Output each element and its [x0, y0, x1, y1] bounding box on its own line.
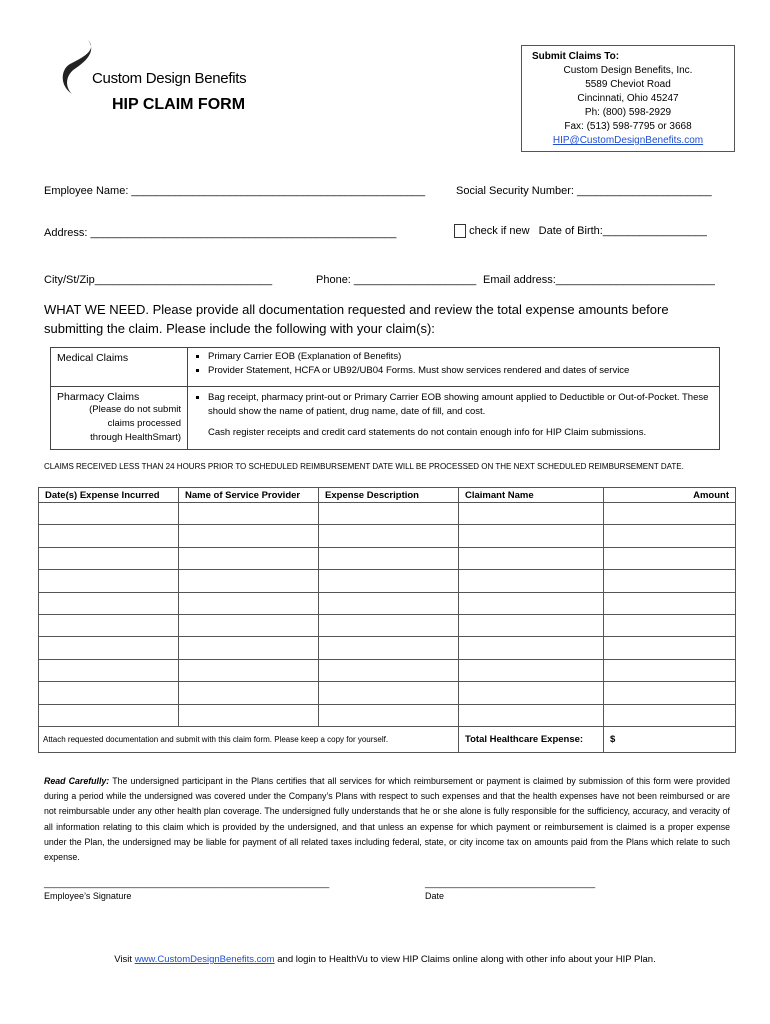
provider-cell[interactable]	[179, 525, 319, 547]
visit-pre: Visit	[114, 954, 135, 965]
attach-note: Attach requested documentation and submit with this claim form. Please keep a copy for yourself.	[39, 726, 459, 752]
description-cell[interactable]	[319, 682, 459, 704]
table-row	[39, 503, 736, 525]
date-cell[interactable]	[39, 547, 179, 569]
submit-email-link[interactable]: HIP@CustomDesignBenefits.com	[552, 135, 704, 146]
date-cell[interactable]	[39, 592, 179, 614]
submit-line: Ph: (800) 598-2929	[584, 107, 672, 118]
list-item: ▪ Provider Statement, HCFA or UB92/UB04 Forms. Must show services rendered and dates of service	[208, 364, 713, 378]
expense-footer-row	[39, 726, 736, 752]
visit-post: and login to HealthVu to view HIP Claims online along with other info about your HIP Plan.	[274, 954, 656, 965]
description-cell[interactable]	[319, 547, 459, 569]
amount-cell[interactable]	[604, 570, 736, 592]
form-title: HIP CLAIM FORM	[112, 96, 246, 113]
header-description: Expense Description	[319, 488, 459, 503]
provider-cell[interactable]	[179, 570, 319, 592]
description-cell[interactable]	[319, 614, 459, 636]
amount-cell[interactable]	[604, 682, 736, 704]
claimant-cell[interactable]	[459, 637, 604, 659]
requirements-table	[50, 347, 720, 450]
medical-row	[51, 348, 720, 387]
pharmacy-claims-label: Pharmacy Claims	[57, 391, 140, 403]
description-cell[interactable]	[319, 637, 459, 659]
ssn-field[interactable]: Social Security Number: ______________________	[456, 185, 712, 197]
claimant-cell[interactable]	[459, 547, 604, 569]
date-cell[interactable]	[39, 704, 179, 726]
read-carefully-text: The undersigned participant in the Plans certifies that all services for which reimbursement or payment is claimed by submission of this form were provided during a period while the undersigned was covered under the Company’s Plans with respect to such expenses and that the health expenses have not been reimbursed or are not reimbursable under any other health plan coverage. The undersigned fully understands that he or she alone is fully responsible for the sufficiency, accuracy, and veracity of all information relating to this claim which is provided by the undersigned, and that unless an expense for which payment or reimbursement is claimed is a proper expense under the Plan, the undersigned may be liable for payment of all related taxes including federal, state, or city income tax on amounts paid from the Plans which relate to such expense.	[44, 776, 731, 863]
claims-timing-note: CLAIMS RECEIVED LESS THAN 24 HOURS PRIOR TO SCHEDULED REIMBURSEMENT DATE WILL BE PROCESSED ON THE NEXT SCHEDULED REIMBURSEMENT DATE.	[44, 462, 684, 471]
visit-footer	[0, 954, 770, 965]
date-cell[interactable]	[39, 614, 179, 636]
email-field[interactable]: Email address:__________________________	[483, 274, 715, 286]
list-item: ▪ Bag receipt, pharmacy print-out or Primary Carrier EOB showing amount applied to Deductible or Out-of-Pocket. These should show the name of patient, drug name, date of fill, and cost.	[208, 391, 713, 419]
claimant-cell[interactable]	[459, 525, 604, 547]
header-date: Date(s) Expense Incurred	[39, 488, 179, 503]
claimant-cell[interactable]	[459, 614, 604, 636]
submit-line: Custom Design Benefits, Inc.	[563, 65, 693, 76]
pharmacy-note	[57, 403, 181, 445]
dob-field[interactable]: Date of Birth:_________________	[538, 224, 707, 237]
date-label: Date	[425, 891, 445, 901]
amount-cell[interactable]	[604, 614, 736, 636]
date-cell[interactable]	[39, 570, 179, 592]
submit-line: Cincinnati, Ohio 45247	[577, 93, 679, 104]
submit-claims-title: Submit Claims To:	[532, 51, 620, 62]
table-row	[39, 614, 736, 636]
provider-cell[interactable]	[179, 547, 319, 569]
signature-line[interactable]: _________________________________________________________	[44, 878, 330, 888]
logo-company-name: Custom Design Benefits	[92, 70, 247, 87]
description-cell[interactable]	[319, 570, 459, 592]
pharmacy-requirements	[188, 387, 720, 450]
description-cell[interactable]	[319, 503, 459, 525]
table-row	[39, 592, 736, 614]
description-cell[interactable]	[319, 525, 459, 547]
claimant-cell[interactable]	[459, 503, 604, 525]
city-field[interactable]: City/St/Zip_____________________________	[44, 274, 273, 286]
submit-claims-box	[521, 45, 735, 152]
list-item: ▪ Primary Carrier EOB (Explanation of Benefits)	[208, 350, 713, 364]
table-row	[39, 637, 736, 659]
amount-cell[interactable]	[604, 704, 736, 726]
claimant-cell[interactable]	[459, 592, 604, 614]
date-cell[interactable]	[39, 637, 179, 659]
read-carefully-paragraph	[44, 774, 730, 865]
medical-requirements	[188, 348, 720, 387]
provider-cell[interactable]	[179, 614, 319, 636]
pharmacy-note-line: through HealthSmart)	[90, 432, 181, 443]
medical-claims-label: Medical Claims	[51, 348, 188, 387]
amount-cell[interactable]	[604, 525, 736, 547]
amount-cell[interactable]	[604, 637, 736, 659]
table-row	[39, 570, 736, 592]
date-line[interactable]: __________________________________	[425, 878, 596, 888]
claimant-cell[interactable]	[459, 659, 604, 681]
check-new-label: check if new	[469, 224, 530, 237]
website-link[interactable]: www.CustomDesignBenefits.com	[134, 954, 275, 965]
date-cell[interactable]	[39, 503, 179, 525]
table-row	[39, 525, 736, 547]
expense-table	[38, 487, 736, 753]
read-carefully-lead: Read Carefully:	[44, 776, 110, 786]
table-row	[39, 704, 736, 726]
amount-cell[interactable]	[604, 659, 736, 681]
header-claimant: Claimant Name	[459, 488, 604, 503]
new-address-checkbox[interactable]	[454, 224, 466, 238]
check-new-group	[454, 224, 707, 238]
description-cell[interactable]	[319, 592, 459, 614]
total-amount-field[interactable]: $	[604, 726, 736, 752]
header-amount: Amount	[604, 488, 736, 503]
submit-line: Fax: (513) 598-7795 or 3668	[564, 121, 692, 132]
pharmacy-row	[51, 387, 720, 450]
table-row	[39, 547, 736, 569]
pharmacy-claims-cell	[51, 387, 188, 450]
header-provider: Name of Service Provider	[179, 488, 319, 503]
amount-cell[interactable]	[604, 547, 736, 569]
date-cell[interactable]	[39, 525, 179, 547]
date-cell[interactable]	[39, 682, 179, 704]
claimant-cell[interactable]	[459, 704, 604, 726]
provider-cell[interactable]	[179, 503, 319, 525]
pharmacy-extra-note: Cash register receipts and credit card statements do not contain enough info for HIP Claim submissions.	[208, 427, 647, 438]
provider-cell[interactable]	[179, 592, 319, 614]
address-field[interactable]: Address: __________________________________________________	[44, 227, 397, 239]
signature-label: Employee’s Signature	[44, 891, 132, 901]
table-row	[39, 659, 736, 681]
table-row	[39, 682, 736, 704]
what-we-need-text: WHAT WE NEED. Please provide all documentation requested and review the total expense amounts before submitting the claim. Please include the following with your claim(s):	[44, 302, 669, 336]
pharmacy-note-line: claims processed	[107, 418, 181, 429]
amount-cell[interactable]	[604, 592, 736, 614]
total-label: Total Healthcare Expense:	[459, 726, 604, 752]
amount-cell[interactable]	[604, 503, 736, 525]
expense-header-row	[39, 488, 736, 503]
description-cell[interactable]	[319, 704, 459, 726]
pharmacy-note-line: (Please do not submit	[89, 404, 181, 415]
provider-cell[interactable]	[179, 704, 319, 726]
submit-line: 5589 Cheviot Road	[585, 79, 671, 90]
description-cell[interactable]	[319, 659, 459, 681]
date-cell[interactable]	[39, 659, 179, 681]
claimant-cell[interactable]	[459, 682, 604, 704]
provider-cell[interactable]	[179, 682, 319, 704]
claimant-cell[interactable]	[459, 570, 604, 592]
provider-cell[interactable]	[179, 637, 319, 659]
phone-field[interactable]: Phone: ____________________	[316, 274, 477, 286]
provider-cell[interactable]	[179, 659, 319, 681]
employee-name-field[interactable]: Employee Name: ________________________________________________	[44, 185, 426, 197]
